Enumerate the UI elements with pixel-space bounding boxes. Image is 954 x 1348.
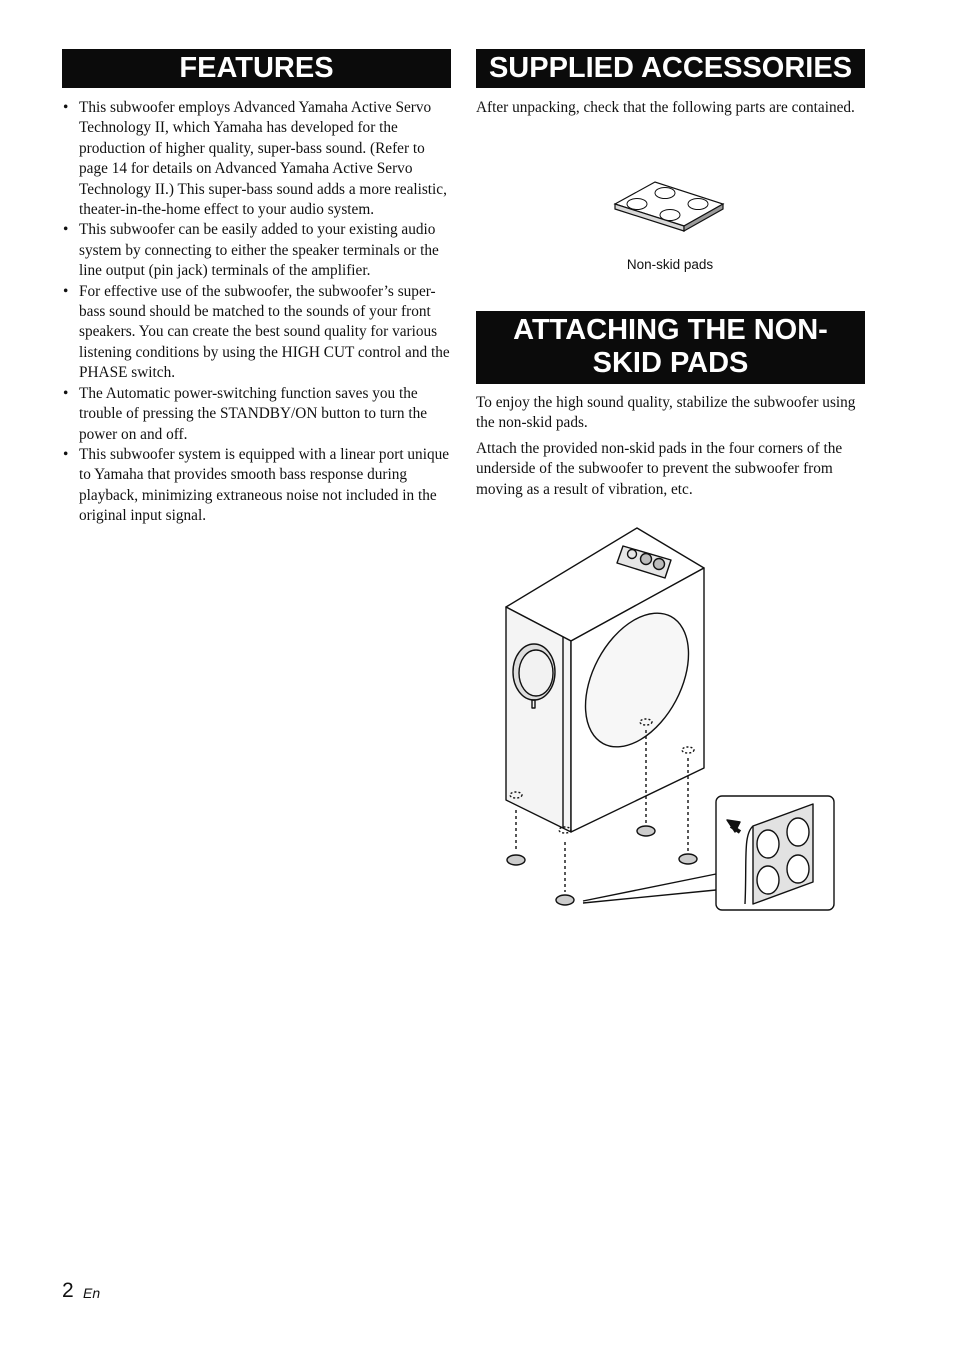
subwoofer-pads-diagram [495,520,840,915]
feature-bullet: • This subwoofer employs Advanced Yamaha Active Servo Technology II, which Yamaha has developed for the production of higher quality, super-bass sound. (Refer to page 14 for details on Advanced Yamaha Active Servo Technology II.) This super-bass sound adds a more realistic, theater-in-the-home effect to your audio system. [62,98,451,220]
attaching-heading-line-2: SKID PADS [592,347,749,379]
attaching-paragraph-1: To enjoy the high sound quality, stabilize the subwoofer using the non-skid pads. [476,394,856,432]
attaching-paragraph-2: Attach the provided non-skid pads in the four corners of the underside of the subwoofer to prevent the subwoofer from moving as a result of vibration, etc. [476,440,843,498]
attaching-heading-line-1: ATTACHING THE NON- [513,314,828,346]
non-skid-pads-caption: Non-skid pads [626,257,714,272]
feature-bullet: • This subwoofer can be easily added to your existing audio system by connecting to either the speaker terminals or the line output (pin jack) terminals of the amplifier. [62,220,451,281]
supplied-accessories-heading: SUPPLIED ACCESSORIES [476,49,865,88]
page-number: 2 [62,1279,74,1302]
features-list [62,98,451,527]
feature-bullet: • This subwoofer system is equipped with a linear port unique to Yamaha that provides smooth bass response during playback, minimizing extraneous noise not included in the original input signal. [62,445,451,527]
features-heading: FEATURES [62,49,451,88]
attaching-pads-heading [476,311,865,384]
accessories-intro-text: After unpacking, check that the following parts are contained. [476,99,855,116]
non-skid-pads-illustration [612,176,726,236]
feature-bullet: • For effective use of the subwoofer, the subwoofer’s super-bass sound should be matched to the sounds of your front speakers. You can create the best sound quality for various listening conditions by using the HIGH CUT control and the PHASE switch. [62,282,451,384]
page-language-tag: En [83,1285,101,1301]
feature-bullet: • The Automatic power-switching function saves you the trouble of pressing the STANDBY/ON button to turn the power on and off. [62,384,451,445]
